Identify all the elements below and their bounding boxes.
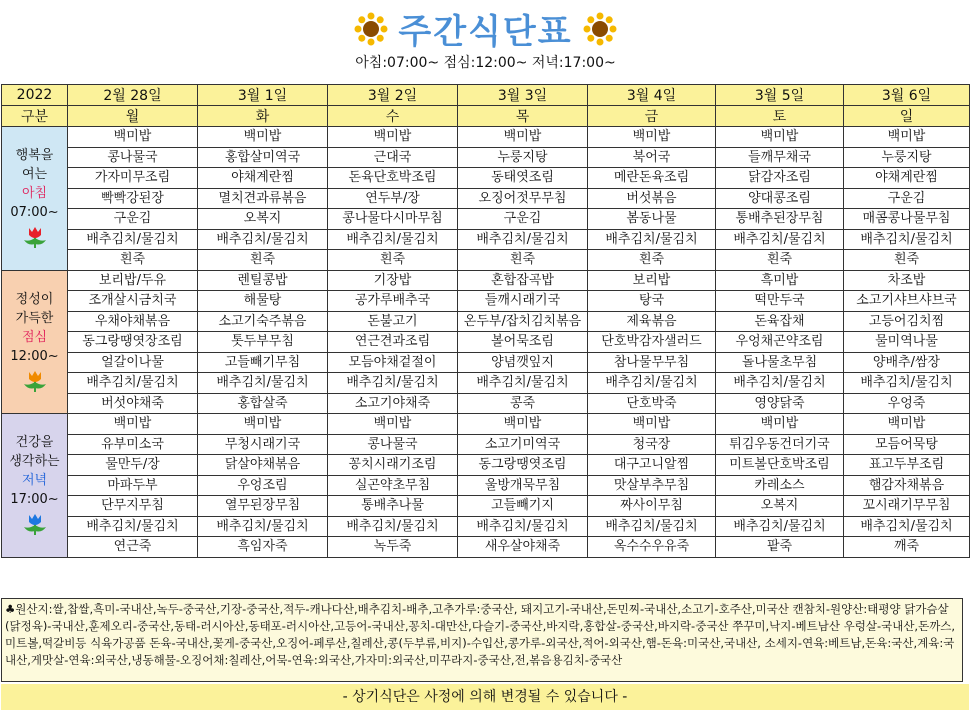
- menu-item: 배추김치/물김치: [458, 516, 588, 537]
- menu-item: 배추김치/물김치: [328, 516, 458, 537]
- menu-item: 고들빼기지: [458, 496, 588, 517]
- menu-item: 구운김: [844, 188, 970, 209]
- menu-item: 마파두부: [68, 475, 198, 496]
- menu-item: 백미밥: [716, 127, 844, 148]
- menu-item: 옥수수우유죽: [588, 537, 716, 558]
- menu-item: 동태엿조림: [458, 168, 588, 189]
- orange-tulip-icon: [2, 370, 67, 394]
- date-cell: 2월 28일: [68, 85, 198, 106]
- menu-item: 영양닭죽: [716, 393, 844, 414]
- dinner-label-cell: [2, 414, 68, 558]
- menu-item: 배추김치/물김치: [68, 516, 198, 537]
- dinner-section: [2, 414, 970, 558]
- date-cell: 3월 2일: [328, 85, 458, 106]
- menu-item: 배추김치/물김치: [844, 229, 970, 250]
- menu-item: 열무된장무침: [198, 496, 328, 517]
- menu-item: 백미밥: [588, 127, 716, 148]
- menu-item: 흑임자죽: [198, 537, 328, 558]
- sunflower-icon: [354, 12, 388, 46]
- menu-row: [2, 414, 970, 435]
- menu-item: 흰죽: [458, 250, 588, 271]
- menu-item: 소고기미역국: [458, 434, 588, 455]
- menu-row: [2, 168, 970, 189]
- weekday-row: [2, 106, 970, 127]
- menu-row: [2, 332, 970, 353]
- menu-item: 배추김치/물김치: [716, 229, 844, 250]
- menu-item: 동그랑땡엿장조림: [68, 332, 198, 353]
- menu-item: 콩죽: [458, 393, 588, 414]
- date-cell: 3월 1일: [198, 85, 328, 106]
- weekday-cell: 토: [716, 106, 844, 127]
- menu-item: 배추김치/물김치: [458, 229, 588, 250]
- menu-item: 렌틸콩밥: [198, 270, 328, 291]
- menu-item: 매콤콩나물무침: [844, 209, 970, 230]
- meal-time: 12:00~: [10, 348, 59, 364]
- menu-item: 배추김치/물김치: [588, 229, 716, 250]
- meal-label-line: 행복을: [15, 148, 54, 164]
- menu-item: 흰죽: [716, 250, 844, 271]
- menu-item: 팥죽: [716, 537, 844, 558]
- weekday-cell: 화: [198, 106, 328, 127]
- footer-notice: - 상기식단은 사정에 의해 변경될 수 있습니다 -: [1, 684, 969, 710]
- menu-item: 배추김치/물김치: [328, 229, 458, 250]
- menu-item: 근대국: [328, 147, 458, 168]
- menu-item: 튀김우동건더기국: [716, 434, 844, 455]
- menu-item: 돈불고기: [328, 311, 458, 332]
- weekday-cell: 월: [68, 106, 198, 127]
- menu-item: 배추김치/물김치: [844, 516, 970, 537]
- menu-item: 양대콩조림: [716, 188, 844, 209]
- date-cell: 3월 4일: [588, 85, 716, 106]
- meal-times: 아침:07:00~ 점심:12:00~ 저녁:17:00~: [355, 55, 616, 71]
- menu-item: 가자미무조림: [68, 168, 198, 189]
- menu-item: 들깨시래기국: [458, 291, 588, 312]
- menu-item: 고들빼기무침: [198, 352, 328, 373]
- menu-item: 배추김치/물김치: [198, 516, 328, 537]
- menu-item: 통배추나물: [328, 496, 458, 517]
- menu-item: 누룽지탕: [458, 147, 588, 168]
- year-cell: 2022: [2, 85, 68, 106]
- menu-item: 배추김치/물김치: [198, 373, 328, 394]
- menu-item: 새우살야채죽: [458, 537, 588, 558]
- menu-item: 버섯야채죽: [68, 393, 198, 414]
- origin-note: ♣원산지:쌀,찹쌀,흑미-국내산,녹두-중국산,기장-중국산,적두-캐나다산,배추김치-배추,고추가루:중국산, 돼지고기-국내산,돈민찌-국내산,소고기-호주산,미국산 캔참치-원양산:태평양 닭가슴살(닭정육)-국내산,훈제오리-중국산,동태-러시아산,동태포-러시아산,고등어-국내산,꽁치-대만산,다슬기-중국산,바지락,홍합살-중국산,바지락-중국산 쭈꾸미,낙지-베트남산 우렁살-국내산,돈까스,미트볼,떡갈비등 식육가공품 돈육-국내산,꽃게-중국산,오징어-페루산,칠레산,콩(두부류,비지)-수입산,콩가루-외국산,적어-외국산,햄-돈육:미국산,국내산, 소세지-연육:베트남,돈육:국산,계육:국내산,게맛살-연육:외국산,냉동해물-오징어채:칠레산,어묵-연육:외국산,가자미:외국산,미꾸라지-중국산,전,볶음용김치-중국산: [1, 598, 963, 682]
- menu-item: 흰죽: [844, 250, 970, 271]
- menu-item: 백미밥: [328, 127, 458, 148]
- meal-label-line: 정성이: [15, 291, 54, 307]
- section-label: 구분: [2, 106, 68, 127]
- menu-item: 카레소스: [716, 475, 844, 496]
- menu-row: [2, 352, 970, 373]
- menu-item: 볼어묵조림: [458, 332, 588, 353]
- menu-item: 오복지: [198, 209, 328, 230]
- menu-item: 누룽지탕: [844, 147, 970, 168]
- menu-item: 단호박감자샐러드: [588, 332, 716, 353]
- menu-item: 배추김치/물김치: [458, 373, 588, 394]
- menu-item: 빡빡강된장: [68, 188, 198, 209]
- menu-item: 돈육잡채: [716, 311, 844, 332]
- menu-item: 모듬야채겉절이: [328, 352, 458, 373]
- menu-row: [2, 188, 970, 209]
- blue-tulip-icon: [2, 513, 67, 537]
- menu-item: 배추김치/물김치: [68, 373, 198, 394]
- menu-row: [2, 127, 970, 148]
- menu-item: 연근죽: [68, 537, 198, 558]
- menu-row: [2, 311, 970, 332]
- weekday-cell: 목: [458, 106, 588, 127]
- weekday-cell: 금: [588, 106, 716, 127]
- menu-row: [2, 270, 970, 291]
- menu-item: 흰죽: [588, 250, 716, 271]
- menu-item: 백미밥: [844, 414, 970, 435]
- menu-row: [2, 291, 970, 312]
- menu-item: 배추김치/물김치: [716, 516, 844, 537]
- menu-item: 백미밥: [68, 414, 198, 435]
- menu-item: 배추김치/물김치: [588, 373, 716, 394]
- menu-item: 미트볼단호박조림: [716, 455, 844, 476]
- menu-item: 콩나물다시마무침: [328, 209, 458, 230]
- date-row: [2, 85, 970, 106]
- menu-item: 단무지무침: [68, 496, 198, 517]
- menu-item: 구운김: [458, 209, 588, 230]
- menu-item: 콩나물국: [328, 434, 458, 455]
- menu-item: 오징어젓무무침: [458, 188, 588, 209]
- menu-row: [2, 209, 970, 230]
- menu-item: 연두부/장: [328, 188, 458, 209]
- menu-item: 봄동나물: [588, 209, 716, 230]
- meal-label-line: 생각하는: [9, 454, 60, 470]
- meal-name: 아침: [21, 186, 48, 202]
- menu-item: 흑미밥: [716, 270, 844, 291]
- menu-item: 맛살부추무침: [588, 475, 716, 496]
- menu-item: 꼬시래기무무침: [844, 496, 970, 517]
- menu-row: [2, 373, 970, 394]
- menu-item: 참나물무무침: [588, 352, 716, 373]
- menu-item: 오복지: [716, 496, 844, 517]
- menu-item: 짜사이무침: [588, 496, 716, 517]
- menu-item: 소고기샤브샤브국: [844, 291, 970, 312]
- menu-row: [2, 455, 970, 476]
- menu-row: [2, 393, 970, 414]
- menu-item: 연근견과조림: [328, 332, 458, 353]
- sunflower-icon: [583, 12, 617, 46]
- menu-item: 대구고니알찜: [588, 455, 716, 476]
- meal-time: 17:00~: [10, 492, 59, 508]
- meal-name: 점심: [21, 329, 48, 345]
- menu-item: 백미밥: [844, 127, 970, 148]
- date-cell: 3월 3일: [458, 85, 588, 106]
- weekday-cell: 수: [328, 106, 458, 127]
- menu-item: 백미밥: [198, 414, 328, 435]
- menu-row: [2, 147, 970, 168]
- menu-item: 버섯볶음: [588, 188, 716, 209]
- menu-item: 야채계란찜: [198, 168, 328, 189]
- menu-item: 탕국: [588, 291, 716, 312]
- menu-item: 보리밥: [588, 270, 716, 291]
- menu-item: 고등어김치찜: [844, 311, 970, 332]
- meal-label-line: 여는: [21, 167, 48, 183]
- menu-item: 톳두부무침: [198, 332, 328, 353]
- menu-item: 우채야채볶음: [68, 311, 198, 332]
- menu-item: 배추김치/물김치: [68, 229, 198, 250]
- menu-item: 차조밥: [844, 270, 970, 291]
- menu-item: 녹두죽: [328, 537, 458, 558]
- menu-row: [2, 229, 970, 250]
- menu-item: 무청시래기국: [198, 434, 328, 455]
- menu-item: 돌나물초무침: [716, 352, 844, 373]
- menu-item: 백미밥: [716, 414, 844, 435]
- menu-item: 배추김치/물김치: [588, 516, 716, 537]
- menu-item: 흰죽: [68, 250, 198, 271]
- menu-item: 단호박죽: [588, 393, 716, 414]
- menu-row: [2, 516, 970, 537]
- menu-item: 백미밥: [458, 414, 588, 435]
- menu-item: 기장밥: [328, 270, 458, 291]
- meal-label-line: 건강을: [15, 435, 54, 451]
- menu-item: 유부미소국: [68, 434, 198, 455]
- menu-item: 떡만두국: [716, 291, 844, 312]
- title-area: [0, 4, 971, 53]
- page-title: 주간식단표: [398, 12, 573, 52]
- menu-item: 해물탕: [198, 291, 328, 312]
- menu-item: 모듬어묵탕: [844, 434, 970, 455]
- menu-item: 닭감자조림: [716, 168, 844, 189]
- menu-item: 제육볶음: [588, 311, 716, 332]
- menu-item: 홍합살죽: [198, 393, 328, 414]
- menu-item: 혼합잡곡밥: [458, 270, 588, 291]
- menu-item: 메란돈육조림: [588, 168, 716, 189]
- menu-item: 배추김치/물김치: [328, 373, 458, 394]
- page-title-wrap: [354, 4, 616, 53]
- menu-item: 닭살야채볶음: [198, 455, 328, 476]
- menu-item: 표고두부조림: [844, 455, 970, 476]
- meal-label-line: 가득한: [15, 310, 54, 326]
- menu-item: 동그랑땡엿조림: [458, 455, 588, 476]
- menu-item: 소고기야채죽: [328, 393, 458, 414]
- menu-item: 백미밥: [198, 127, 328, 148]
- red-tulip-icon: [2, 226, 67, 250]
- lunch-section: [2, 270, 970, 414]
- menu-item: 백미밥: [328, 414, 458, 435]
- menu-table: [1, 84, 970, 558]
- breakfast-label-cell: [2, 127, 68, 271]
- menu-item: 햄감자채볶음: [844, 475, 970, 496]
- menu-item: 흰죽: [198, 250, 328, 271]
- menu-row: [2, 434, 970, 455]
- menu-item: 홍합살미역국: [198, 147, 328, 168]
- menu-item: 배추김치/물김치: [198, 229, 328, 250]
- menu-item: 흰죽: [328, 250, 458, 271]
- weekday-cell: 일: [844, 106, 970, 127]
- menu-item: 깨죽: [844, 537, 970, 558]
- menu-item: 양배추/쌈장: [844, 352, 970, 373]
- menu-row: [2, 496, 970, 517]
- menu-item: 백미밥: [68, 127, 198, 148]
- menu-item: 통배추된장무침: [716, 209, 844, 230]
- menu-item: 양념깻잎지: [458, 352, 588, 373]
- menu-item: 우엉조림: [198, 475, 328, 496]
- breakfast-section: [2, 127, 970, 271]
- menu-item: 배추김치/물김치: [716, 373, 844, 394]
- menu-row: [2, 475, 970, 496]
- menu-item: 백미밥: [588, 414, 716, 435]
- menu-item: 온두부/잡치김치볶음: [458, 311, 588, 332]
- menu-item: 소고기숙주볶음: [198, 311, 328, 332]
- menu-item: 구운김: [68, 209, 198, 230]
- menu-item: 우엉죽: [844, 393, 970, 414]
- menu-row: [2, 250, 970, 271]
- menu-item: 얼갈이나물: [68, 352, 198, 373]
- menu-item: 돈육단호박조림: [328, 168, 458, 189]
- menu-item: 실곤약초무침: [328, 475, 458, 496]
- menu-item: 들깨무채국: [716, 147, 844, 168]
- meal-time: 07:00~: [10, 205, 59, 221]
- menu-item: 배추김치/물김치: [844, 373, 970, 394]
- menu-item: 콩나물국: [68, 147, 198, 168]
- menu-item: 조개살시금치국: [68, 291, 198, 312]
- menu-item: 멸치견과류볶음: [198, 188, 328, 209]
- date-cell: 3월 6일: [844, 85, 970, 106]
- menu-item: 물만두/장: [68, 455, 198, 476]
- date-cell: 3월 5일: [716, 85, 844, 106]
- menu-item: 물미역나물: [844, 332, 970, 353]
- menu-item: 꽁치시래기조림: [328, 455, 458, 476]
- lunch-label-cell: [2, 270, 68, 414]
- menu-item: 공가루배추국: [328, 291, 458, 312]
- menu-item: 울방개묵무침: [458, 475, 588, 496]
- meal-name: 저녁: [21, 473, 48, 489]
- menu-row: [2, 537, 970, 558]
- menu-item: 백미밥: [458, 127, 588, 148]
- menu-item: 보리밥/두유: [68, 270, 198, 291]
- menu-item: 우엉채곤약조림: [716, 332, 844, 353]
- menu-item: 북어국: [588, 147, 716, 168]
- menu-item: 청국장: [588, 434, 716, 455]
- menu-item: 야채계란찜: [844, 168, 970, 189]
